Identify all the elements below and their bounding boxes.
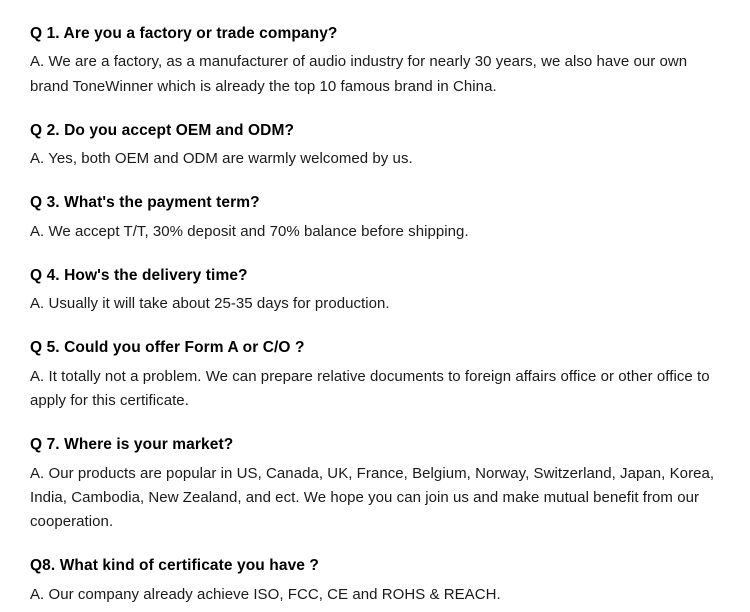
- faq-answer: A. It totally not a problem. We can prepare relative documents to foreign affairs office or other office to apply for this certificate.: [30, 367, 710, 410]
- faq-question: Q 1. Are you a factory or trade company?: [30, 25, 338, 42]
- faq-answer: A. We accept T/T, 30% deposit and 70% balance before shipping.: [30, 222, 469, 240]
- faq-item: [30, 191, 720, 244]
- faq-question: Q 3. What's the payment term?: [30, 194, 260, 212]
- faq-question: Q 4. How's the delivery time?: [30, 266, 248, 284]
- faq-item: [30, 264, 720, 317]
- faq-answer: A. Yes, both OEM and ODM are warmly welcomed by us.: [30, 150, 413, 168]
- faq-item: [30, 433, 720, 534]
- faq-item: [30, 22, 720, 99]
- faq-question: Q 2. Do you accept OEM and ODM?: [30, 121, 295, 139]
- faq-item: [30, 336, 720, 413]
- faq-question: Q 7. Where is your market?: [30, 436, 234, 454]
- faq-answer: A. We are a factory, as a manufacturer of audio industry for nearly 30 years, we also have our own brand ToneWinner which is already the top 10 famous brand in China.: [30, 53, 688, 95]
- faq-answer: A. Our products are popular in US, Canada, UK, France, Belgium, Norway, Switzerland, Japan, Korea, India, Cambodia, New Zealand, and ect. We hope you can join us and make mutual benefit from our cooperation.: [30, 464, 715, 531]
- faq-answer: A. Our company already achieve ISO, FCC, CE and ROHS & REACH.: [30, 585, 501, 603]
- faq-answer: A. Usually it will take about 25-35 days for production.: [30, 295, 390, 313]
- faq-item: [30, 554, 720, 607]
- faq-question: Q 5. Could you offer Form A or C/O ?: [30, 339, 305, 357]
- faq-question: Q8. What kind of certificate you have ?: [30, 557, 319, 575]
- faq-item: [30, 119, 720, 172]
